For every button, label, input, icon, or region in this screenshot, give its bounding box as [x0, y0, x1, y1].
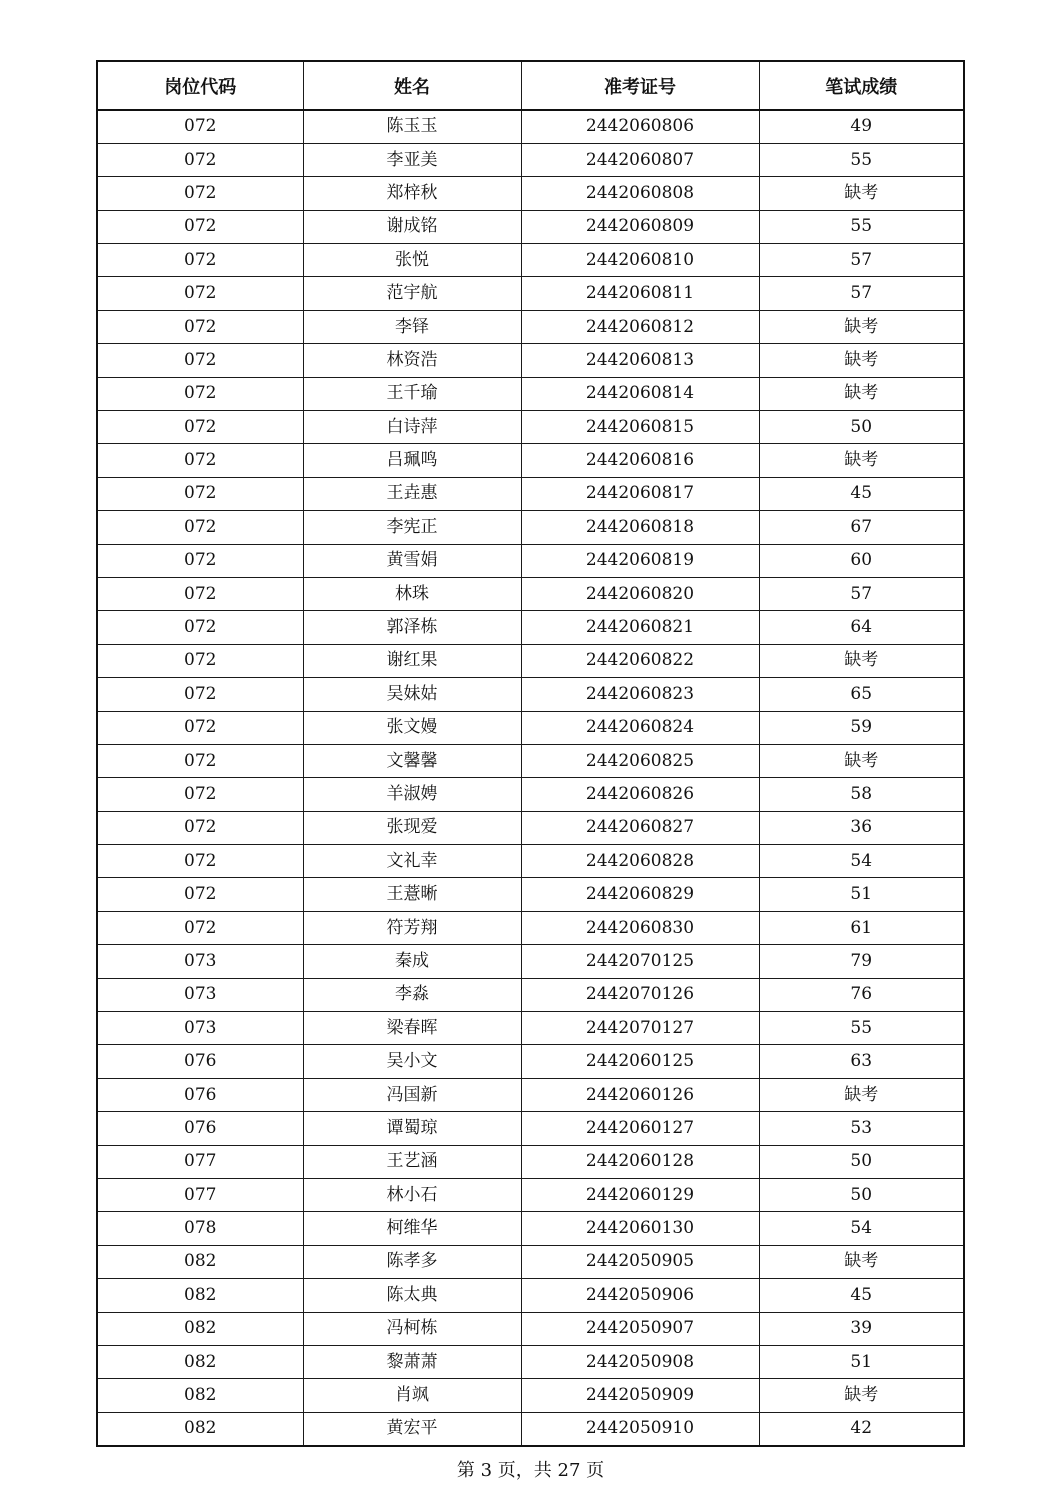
admission-number-cell: 2442070127 — [521, 1012, 759, 1045]
score-cell: 51 — [759, 878, 964, 911]
position-code-cell: 072 — [97, 911, 303, 944]
name-cell: 王薏晰 — [303, 878, 521, 911]
score-cell: 缺考 — [759, 644, 964, 677]
table-row — [97, 477, 964, 510]
name-cell: 符芳翔 — [303, 911, 521, 944]
table-row — [97, 411, 964, 444]
score-cell: 57 — [759, 577, 964, 610]
table-row — [97, 611, 964, 644]
admission-number-cell: 2442050907 — [521, 1312, 759, 1345]
table-row — [97, 978, 964, 1011]
position-code-cell: 072 — [97, 811, 303, 844]
header-name: 姓名 — [303, 61, 521, 110]
position-code-cell: 072 — [97, 244, 303, 277]
header-written-score: 笔试成绩 — [759, 61, 964, 110]
position-code-cell: 076 — [97, 1078, 303, 1111]
admission-number-cell: 2442060816 — [521, 444, 759, 477]
position-code-cell: 082 — [97, 1412, 303, 1445]
score-cell: 50 — [759, 411, 964, 444]
score-cell: 61 — [759, 911, 964, 944]
score-cell: 缺考 — [759, 177, 964, 210]
admission-number-cell: 2442060808 — [521, 177, 759, 210]
name-cell: 梁春晖 — [303, 1012, 521, 1045]
score-cell: 36 — [759, 811, 964, 844]
score-cell: 65 — [759, 678, 964, 711]
position-code-cell: 072 — [97, 711, 303, 744]
name-cell: 李铎 — [303, 310, 521, 343]
position-code-cell: 073 — [97, 1012, 303, 1045]
admission-number-cell: 2442060806 — [521, 110, 759, 143]
table-row — [97, 577, 964, 610]
admission-number-cell: 2442050908 — [521, 1345, 759, 1378]
header-admission-number: 准考证号 — [521, 61, 759, 110]
admission-number-cell: 2442060829 — [521, 878, 759, 911]
score-cell: 49 — [759, 110, 964, 143]
table-row — [97, 878, 964, 911]
name-cell: 文馨馨 — [303, 744, 521, 777]
score-cell: 54 — [759, 1212, 964, 1245]
score-cell: 42 — [759, 1412, 964, 1445]
table-row — [97, 811, 964, 844]
table-row — [97, 1012, 964, 1045]
score-cell: 缺考 — [759, 444, 964, 477]
position-code-cell: 072 — [97, 411, 303, 444]
table-row — [97, 1279, 964, 1312]
position-code-cell: 072 — [97, 511, 303, 544]
admission-number-cell: 2442050910 — [521, 1412, 759, 1445]
name-cell: 陈太典 — [303, 1279, 521, 1312]
position-code-cell: 072 — [97, 778, 303, 811]
table-row — [97, 845, 964, 878]
admission-number-cell: 2442060127 — [521, 1112, 759, 1145]
position-code-cell: 072 — [97, 277, 303, 310]
table-row — [97, 1312, 964, 1345]
admission-number-cell: 2442060823 — [521, 678, 759, 711]
admission-number-cell: 2442060820 — [521, 577, 759, 610]
name-cell: 王垚惠 — [303, 477, 521, 510]
admission-number-cell: 2442060125 — [521, 1045, 759, 1078]
position-code-cell: 072 — [97, 143, 303, 176]
position-code-cell: 072 — [97, 678, 303, 711]
score-cell: 57 — [759, 244, 964, 277]
position-code-cell: 082 — [97, 1279, 303, 1312]
admission-number-cell: 2442070126 — [521, 978, 759, 1011]
name-cell: 张文嫚 — [303, 711, 521, 744]
score-cell: 53 — [759, 1112, 964, 1145]
table-row — [97, 110, 964, 143]
position-code-cell: 077 — [97, 1179, 303, 1212]
position-code-cell: 078 — [97, 1212, 303, 1245]
admission-number-cell: 2442060813 — [521, 344, 759, 377]
score-cell: 76 — [759, 978, 964, 1011]
admission-number-cell: 2442060827 — [521, 811, 759, 844]
position-code-cell: 072 — [97, 744, 303, 777]
score-cell: 45 — [759, 1279, 964, 1312]
score-cell: 50 — [759, 1179, 964, 1212]
name-cell: 吴妹姑 — [303, 678, 521, 711]
admission-number-cell: 2442060811 — [521, 277, 759, 310]
admission-number-cell: 2442060130 — [521, 1212, 759, 1245]
name-cell: 柯维华 — [303, 1212, 521, 1245]
position-code-cell: 072 — [97, 377, 303, 410]
position-code-cell: 072 — [97, 544, 303, 577]
score-cell: 59 — [759, 711, 964, 744]
name-cell: 张悦 — [303, 244, 521, 277]
admission-number-cell: 2442060812 — [521, 310, 759, 343]
score-cell: 67 — [759, 511, 964, 544]
name-cell: 吕珮鸣 — [303, 444, 521, 477]
position-code-cell: 072 — [97, 644, 303, 677]
table-row — [97, 1212, 964, 1245]
admission-number-cell: 2442050909 — [521, 1379, 759, 1412]
name-cell: 黎萧萧 — [303, 1345, 521, 1378]
table-row — [97, 711, 964, 744]
admission-number-cell: 2442060126 — [521, 1078, 759, 1111]
position-code-cell: 082 — [97, 1379, 303, 1412]
admission-number-cell: 2442060809 — [521, 210, 759, 243]
position-code-cell: 073 — [97, 978, 303, 1011]
table-row — [97, 210, 964, 243]
score-cell: 缺考 — [759, 744, 964, 777]
admission-number-cell: 2442060815 — [521, 411, 759, 444]
position-code-cell: 072 — [97, 611, 303, 644]
table-row — [97, 1245, 964, 1278]
name-cell: 谭蜀琼 — [303, 1112, 521, 1145]
name-cell: 李淼 — [303, 978, 521, 1011]
position-code-cell: 072 — [97, 110, 303, 143]
name-cell: 王千瑜 — [303, 377, 521, 410]
table-row — [97, 444, 964, 477]
name-cell: 范宇航 — [303, 277, 521, 310]
admission-number-cell: 2442060828 — [521, 845, 759, 878]
score-cell: 缺考 — [759, 1379, 964, 1412]
table-row — [97, 1145, 964, 1178]
admission-number-cell: 2442050905 — [521, 1245, 759, 1278]
score-table — [96, 60, 965, 1447]
score-cell: 54 — [759, 845, 964, 878]
name-cell: 冯柯栋 — [303, 1312, 521, 1345]
score-cell: 57 — [759, 277, 964, 310]
name-cell: 张现爱 — [303, 811, 521, 844]
admission-number-cell: 2442050906 — [521, 1279, 759, 1312]
table-row — [97, 544, 964, 577]
table-row — [97, 778, 964, 811]
score-cell: 缺考 — [759, 1245, 964, 1278]
table-row — [97, 143, 964, 176]
admission-number-cell: 2442070125 — [521, 945, 759, 978]
name-cell: 林资浩 — [303, 344, 521, 377]
name-cell: 吴小文 — [303, 1045, 521, 1078]
score-cell: 64 — [759, 611, 964, 644]
table-row — [97, 678, 964, 711]
position-code-cell: 072 — [97, 577, 303, 610]
table-row — [97, 1379, 964, 1412]
name-cell: 李亚美 — [303, 143, 521, 176]
table-row — [97, 744, 964, 777]
table-body — [97, 110, 964, 1446]
admission-number-cell: 2442060817 — [521, 477, 759, 510]
position-code-cell: 076 — [97, 1112, 303, 1145]
table-header — [97, 61, 964, 110]
table-row — [97, 244, 964, 277]
table-row — [97, 377, 964, 410]
header-row — [97, 61, 964, 110]
position-code-cell: 082 — [97, 1312, 303, 1345]
position-code-cell: 077 — [97, 1145, 303, 1178]
score-cell: 55 — [759, 210, 964, 243]
admission-number-cell: 2442060830 — [521, 911, 759, 944]
score-cell: 51 — [759, 1345, 964, 1378]
name-cell: 白诗萍 — [303, 411, 521, 444]
name-cell: 郭泽栋 — [303, 611, 521, 644]
table-row — [97, 644, 964, 677]
name-cell: 林珠 — [303, 577, 521, 610]
name-cell: 肖飒 — [303, 1379, 521, 1412]
table-row — [97, 1179, 964, 1212]
admission-number-cell: 2442060821 — [521, 611, 759, 644]
table-row — [97, 511, 964, 544]
admission-number-cell: 2442060824 — [521, 711, 759, 744]
score-cell: 缺考 — [759, 377, 964, 410]
position-code-cell: 072 — [97, 845, 303, 878]
score-cell: 50 — [759, 1145, 964, 1178]
name-cell: 郑梓秋 — [303, 177, 521, 210]
position-code-cell: 072 — [97, 878, 303, 911]
name-cell: 羊淑娉 — [303, 778, 521, 811]
table-row — [97, 277, 964, 310]
position-code-cell: 072 — [97, 177, 303, 210]
header-position-code: 岗位代码 — [97, 61, 303, 110]
score-cell: 79 — [759, 945, 964, 978]
score-cell: 58 — [759, 778, 964, 811]
table-row — [97, 1112, 964, 1145]
table-row — [97, 911, 964, 944]
score-cell: 55 — [759, 143, 964, 176]
position-code-cell: 072 — [97, 477, 303, 510]
position-code-cell: 072 — [97, 310, 303, 343]
table-row — [97, 1045, 964, 1078]
score-cell: 缺考 — [759, 310, 964, 343]
admission-number-cell: 2442060807 — [521, 143, 759, 176]
position-code-cell: 082 — [97, 1245, 303, 1278]
table-row — [97, 945, 964, 978]
name-cell: 陈玉玉 — [303, 110, 521, 143]
score-cell: 63 — [759, 1045, 964, 1078]
admission-number-cell: 2442060826 — [521, 778, 759, 811]
name-cell: 李宪正 — [303, 511, 521, 544]
score-cell: 缺考 — [759, 1078, 964, 1111]
admission-number-cell: 2442060818 — [521, 511, 759, 544]
admission-number-cell: 2442060825 — [521, 744, 759, 777]
name-cell: 秦成 — [303, 945, 521, 978]
name-cell: 谢成铭 — [303, 210, 521, 243]
position-code-cell: 082 — [97, 1345, 303, 1378]
position-code-cell: 073 — [97, 945, 303, 978]
table-row — [97, 1345, 964, 1378]
table-row — [97, 310, 964, 343]
admission-number-cell: 2442060129 — [521, 1179, 759, 1212]
name-cell: 谢红果 — [303, 644, 521, 677]
position-code-cell: 072 — [97, 444, 303, 477]
page-number: 第 3 页，共 27 页 — [456, 1460, 605, 1481]
admission-number-cell: 2442060810 — [521, 244, 759, 277]
name-cell: 冯国新 — [303, 1078, 521, 1111]
table-row — [97, 1078, 964, 1111]
name-cell: 林小石 — [303, 1179, 521, 1212]
score-cell: 60 — [759, 544, 964, 577]
score-cell: 39 — [759, 1312, 964, 1345]
position-code-cell: 076 — [97, 1045, 303, 1078]
table-row — [97, 344, 964, 377]
name-cell: 王艺涵 — [303, 1145, 521, 1178]
table-row — [97, 1412, 964, 1445]
admission-number-cell: 2442060814 — [521, 377, 759, 410]
score-cell: 45 — [759, 477, 964, 510]
admission-number-cell: 2442060822 — [521, 644, 759, 677]
name-cell: 黄宏平 — [303, 1412, 521, 1445]
position-code-cell: 072 — [97, 210, 303, 243]
name-cell: 黄雪娟 — [303, 544, 521, 577]
table-row — [97, 177, 964, 210]
name-cell: 文礼幸 — [303, 845, 521, 878]
name-cell: 陈孝多 — [303, 1245, 521, 1278]
admission-number-cell: 2442060819 — [521, 544, 759, 577]
position-code-cell: 072 — [97, 344, 303, 377]
score-cell: 缺考 — [759, 344, 964, 377]
score-cell: 55 — [759, 1012, 964, 1045]
admission-number-cell: 2442060128 — [521, 1145, 759, 1178]
